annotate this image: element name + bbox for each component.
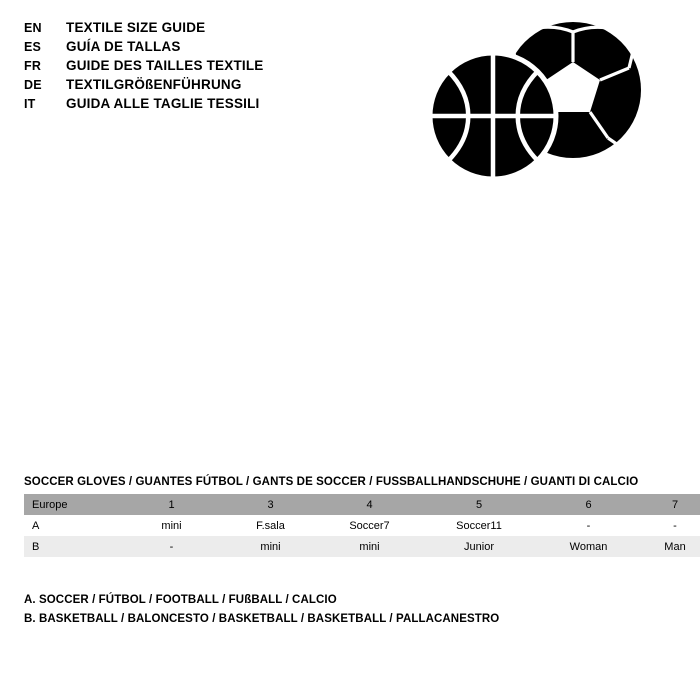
language-title: GUIDA ALLE TAGLIE TESSILI [66,96,260,111]
table-header-cell: 3 [221,494,320,515]
table-header-cell: 6 [539,494,638,515]
table-cell: Man [638,536,700,557]
language-row [24,77,424,94]
basketball-icon [430,53,556,179]
language-title: TEXTILE SIZE GUIDE [66,20,206,35]
table-header-cell: Europe [24,494,122,515]
table-row [24,536,700,557]
language-code: IT [24,97,36,111]
table-cell: Woman [539,536,638,557]
table-cell: - [539,515,638,536]
language-code: ES [24,40,42,54]
table-cell: mini [221,536,320,557]
table-cell: - [638,515,700,536]
language-row [24,20,424,37]
table-cell: F.sala [221,515,320,536]
table-row [24,515,700,536]
language-row [24,96,424,113]
table-cell: B [24,536,122,557]
size-table [24,494,700,557]
table-caption: SOCCER GLOVES / GUANTES FÚTBOL / GANTS DE SOCCER / FUSSBALLHANDSCHUHE / GUANTI DI CALCIO [24,476,639,488]
balls-illustration [415,18,655,198]
table-header-cell: 1 [122,494,221,515]
table-header-row [24,494,700,515]
table-header [24,494,700,515]
language-code: DE [24,78,42,92]
table-cell: mini [122,515,221,536]
table-cell: - [122,536,221,557]
table-cell: Junior [419,536,539,557]
language-title: GUÍA DE TALLAS [66,39,181,54]
table-cell: mini [320,536,419,557]
legend-block [24,594,644,632]
language-code: FR [24,59,42,73]
language-row [24,58,424,75]
language-title: GUIDE DES TAILLES TEXTILE [66,58,264,73]
table-header-cell: 7 [638,494,700,515]
size-table-section [24,476,686,557]
legend-line-b: B. BASKETBALL / BALONCESTO / BASKETBALL / BASKETBALL / PALLACANESTRO [24,613,500,625]
legend-line-a: A. SOCCER / FÚTBOL / FOOTBALL / FUßBALL / CALCIO [24,594,337,606]
language-title-block [24,20,424,115]
table-header-cell: 4 [320,494,419,515]
table-cell: Soccer11 [419,515,539,536]
table-cell: A [24,515,122,536]
language-row [24,39,424,56]
language-title: TEXTILGRÖßENFÜHRUNG [66,77,242,92]
table-cell: Soccer7 [320,515,419,536]
language-code: EN [24,21,42,35]
table-body [24,515,700,557]
table-header-cell: 5 [419,494,539,515]
